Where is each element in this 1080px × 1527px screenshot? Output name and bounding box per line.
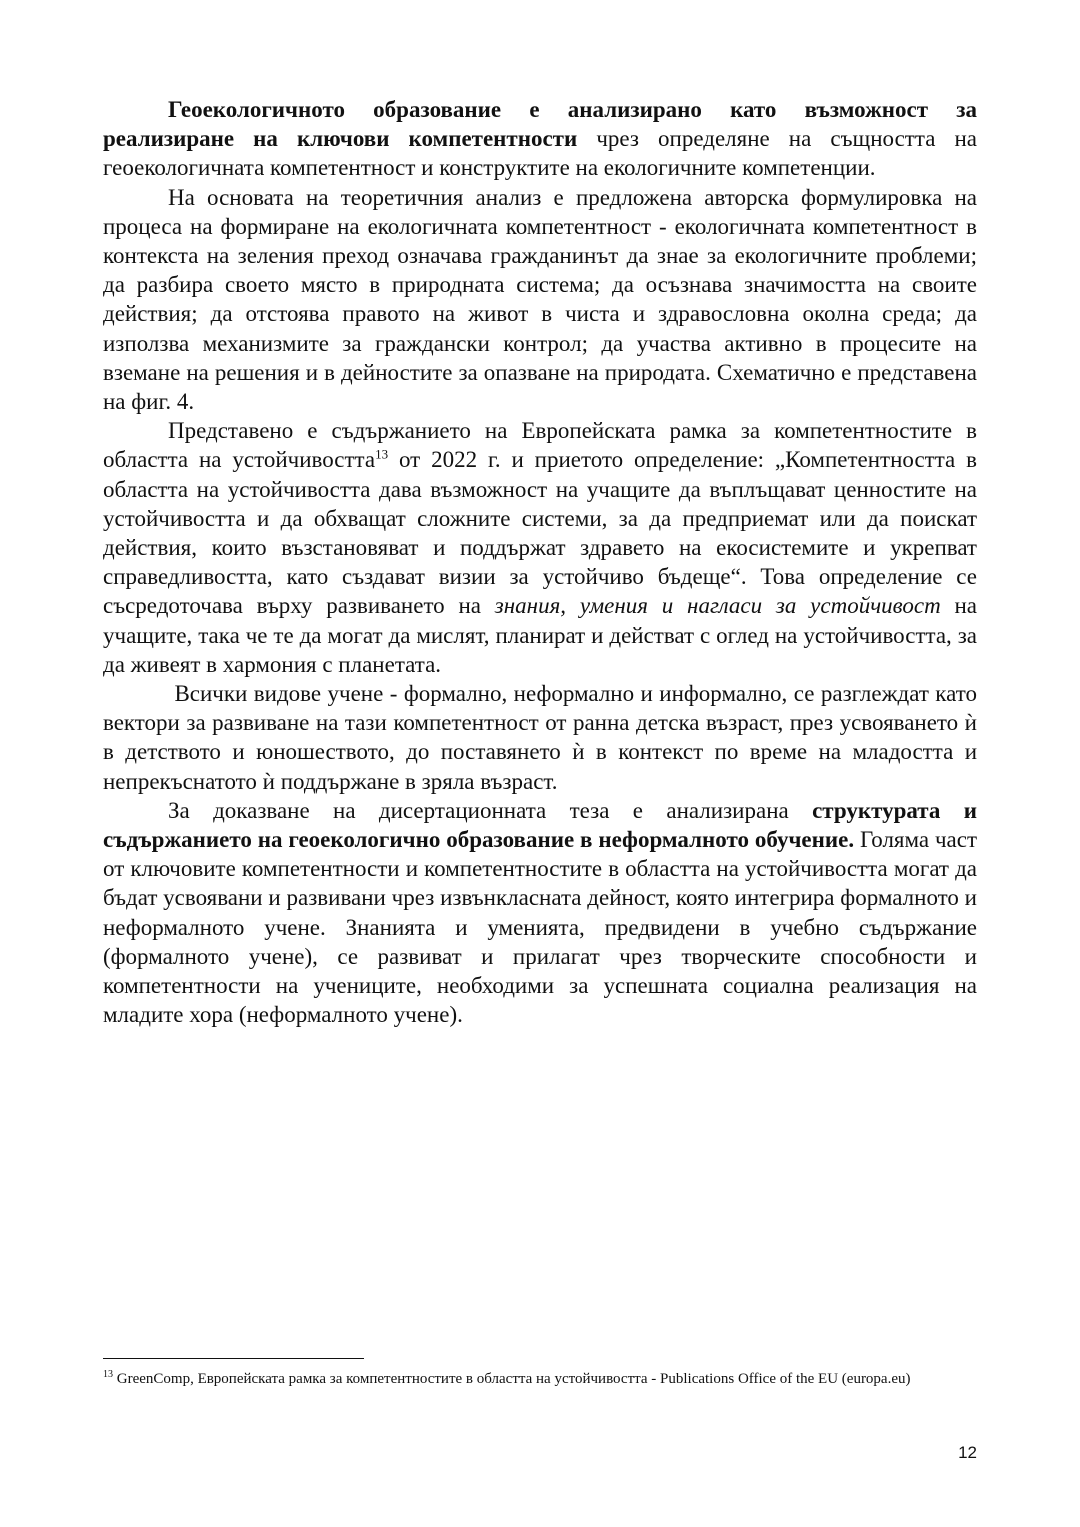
paragraph-non-formal-learning <box>103 796 977 1030</box>
footnote-text: GreenComp, Европейската рамка за компетентностите в областта на устойчивостта - Publications Office of the EU (europa.eu) <box>113 1371 911 1387</box>
footnote-reference[interactable]: 13 <box>375 446 389 462</box>
paragraph-text: на учащите, така че те да могат да мислят, планират и действат с оглед на устойчивостта, за да живеят в хармония с планетата. <box>103 593 977 677</box>
paragraph-text: Представено е съдържанието на Европейската рамка за компетентностите в областта на устойчивостта <box>103 418 977 473</box>
paragraph-text: Голяма част от ключовите компетентности и компетентностите в областта на устойчивостта могат да бъдат усвоявани и развивани чрез извънкласната дейност, която интегрира формалното и неформалното учене. Знанията и уменията, предвидени в учебно съдържание (формалното учене), се развиват и прилагат чрез творческите способности и компетентности на учениците, необходими за успешната социална реализация на младите хора (неформалното учене). <box>103 827 978 1028</box>
paragraph-text: За доказване на дисертационната теза е анализирана <box>168 797 813 823</box>
paragraph-types-of-learning <box>103 679 977 796</box>
paragraph-bold-emphasis: структурата и съдържанието на геоекологично образование в неформалното обучение. <box>103 797 977 853</box>
paragraph-ecological-competence <box>103 183 977 417</box>
paragraph-european-framework <box>103 416 977 679</box>
footnote <box>103 1370 977 1389</box>
page-number: 12 <box>958 1443 977 1462</box>
page-body <box>103 95 977 1030</box>
paragraph-text: На основата на теоретичния анализ е предложена авторска формулировка на процеса на формиране на екологичната компетентност - екологичната компетентност в контекста на зеления преход означава гражданинът да знае за екологичните проблеми; да разбира своето място в природната система; да осъзнава значимостта на своите действия; да отстоява правото на живот в чиста и здравословна околна среда; да използва механизмите за граждански контрол; да участва активно в процесите на вземане на решения и в дейностите за опазване на природата. Схематично е представена на фиг. 4. <box>103 184 977 415</box>
paragraph-text: чрез определяне на същността на геоекологичната компетентност и конструктите на екологичните компетенции. <box>103 126 977 181</box>
paragraph-bold-lead: Геоекологичното образование е анализирано като възможност за реализиране на ключови компетентности <box>103 97 977 152</box>
footnote-number: 13 <box>103 1369 113 1380</box>
paragraph-text: Всички видове учене - формално, неформално и информално, се разглеждат като вектори за развиване на тази компетентност от ранна детска възраст, през усвояването ѝ в детството и юношеството, до поставянето ѝ в контекст по време на младостта и непрекъснатото ѝ поддържане в зряла възраст. <box>103 681 977 794</box>
paragraph-geoecological-education <box>103 95 977 183</box>
footnote-separator <box>103 1358 364 1359</box>
paragraph-italic-emphasis: знания, умения и нагласи за устойчивост <box>494 593 941 619</box>
paragraph-text: от 2022 г. и приетото определение: „Компетентността в областта на устойчивостта дава възможност на учащите да въплъщават ценностите на устойчивостта и да обхващат сложните системи, за да предприемат или да поискат действия, които възстановяват и поддържат здравето на екосистемите и укрепват справедливостта, като създават визии за устойчиво бъдеще“. Това определение се съсредоточава върху развиването на <box>103 447 977 619</box>
